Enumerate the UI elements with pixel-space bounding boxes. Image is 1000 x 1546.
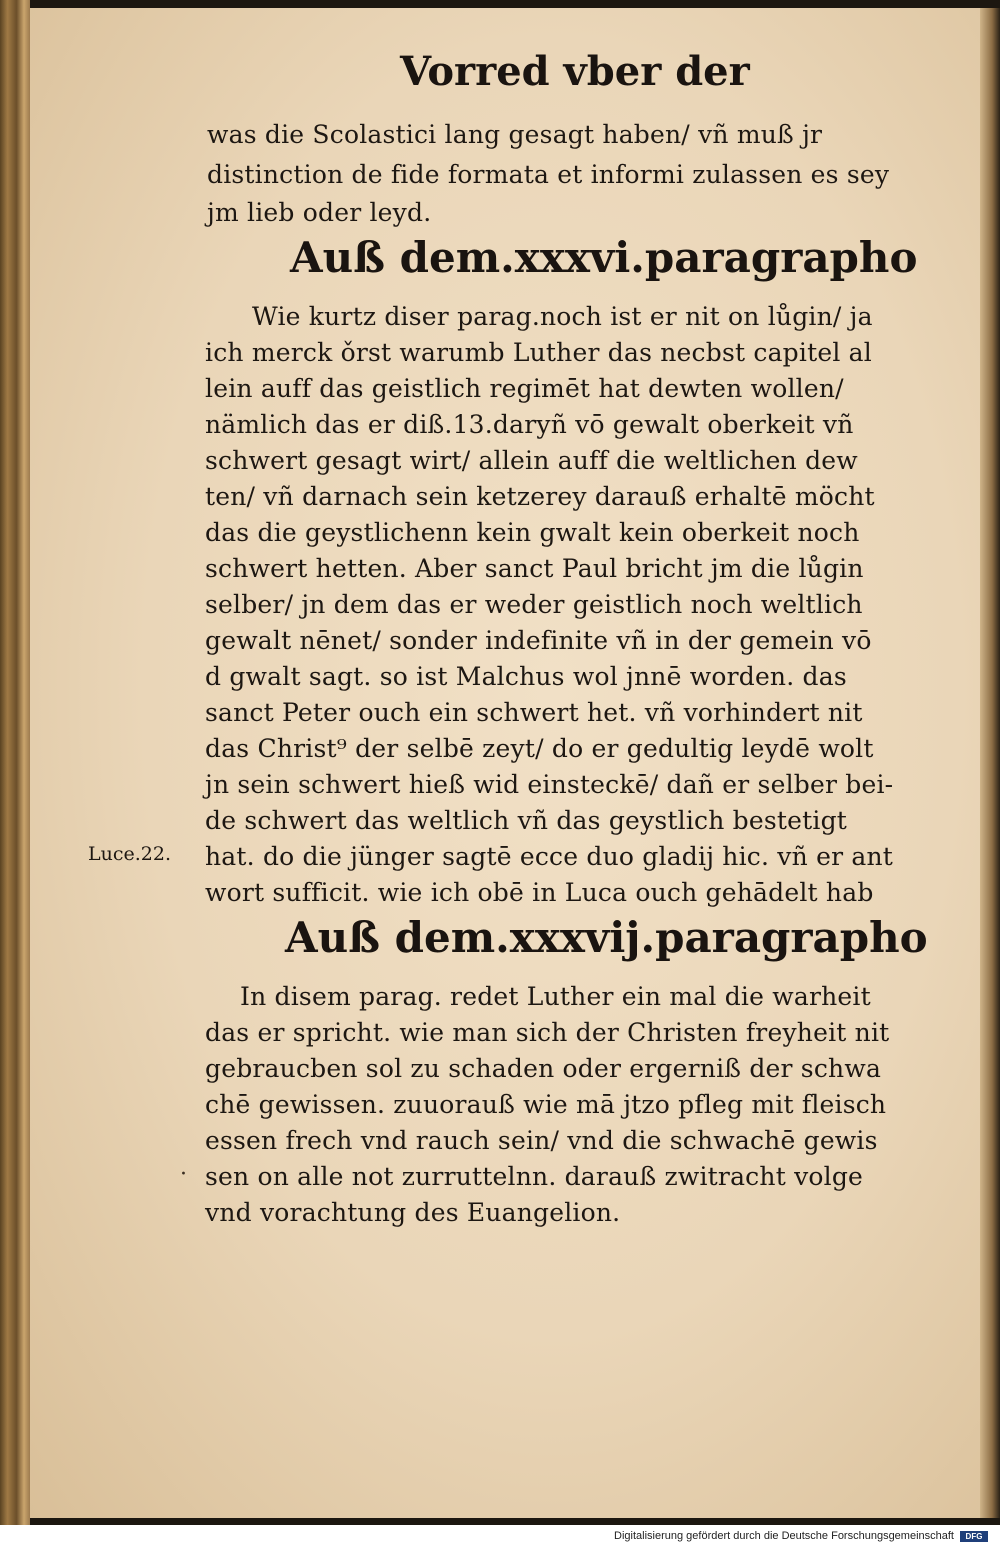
running-head: Vorred vber der	[400, 48, 750, 95]
section1-line: hat. do die jünger sagtē ecce duo gladij hic. vñ er ant	[205, 842, 894, 871]
section1-line: schwert hetten. Aber sanct Paul bricht jm die lůgin	[205, 554, 864, 583]
section2-line: sen on alle not zurruttelnn. darauß zwitracht volge	[205, 1162, 864, 1191]
dfg-logo-icon: DFG	[960, 1531, 988, 1542]
section2-line: vnd vorachtung des Euangelion.	[205, 1198, 621, 1227]
section1-line: selber/ jn dem das er weder geistlich noch weltlich	[205, 590, 863, 619]
section2-line: chē gewissen. zuuorauß wie mā jtzo pfleg mit fleisch	[205, 1090, 887, 1119]
section1-line: Wie kurtz diser parag.noch ist er nit on lůgin/ ja	[252, 302, 873, 331]
digitization-footer	[560, 1530, 994, 1544]
section-heading-37: Auß dem.xxxvij.paragrapho	[285, 913, 928, 962]
section1-line: ich merck ǒrst warumb Luther das necbst capitel al	[205, 338, 872, 367]
intro-line: was die Scolastici lang gesagt haben/ vñ muß jr	[207, 120, 823, 149]
section1-line: sanct Peter ouch ein schwert het. vñ vorhindert nit	[205, 698, 863, 727]
section1-line: das die geystlichenn kein gwalt kein oberkeit noch	[205, 518, 860, 547]
section2-line: gebraucben sol zu schaden oder ergerniß der schwa	[205, 1054, 882, 1083]
section1-line: lein auff das geistlich regimēt hat dewten wollen/	[205, 374, 844, 403]
section1-line: ten/ vñ darnach sein ketzerey darauß erhaltē möcht	[205, 482, 875, 511]
intro-line: jm lieb oder leyd.	[207, 198, 432, 227]
section1-line: wort sufficit. wie ich obē in Luca ouch gehādelt hab	[205, 878, 874, 907]
page-edge-shadow	[980, 8, 1000, 1518]
ink-mark: ·	[180, 1162, 187, 1187]
book-binding	[0, 0, 30, 1525]
section-heading-36: Auß dem.xxxvi.paragrapho	[290, 233, 918, 282]
funding-credit: Digitalisierung gefördert durch die Deutsche Forschungsgemeinschaft	[614, 1530, 954, 1542]
margin-note: Luce.22.	[88, 843, 171, 865]
section2-line: In disem parag. redet Luther ein mal die warheit	[240, 982, 871, 1011]
section1-line: gewalt nēnet/ sonder indefinite vñ in der gemein vō	[205, 626, 872, 655]
section2-line: das er spricht. wie man sich der Christen freyheit nit	[205, 1018, 890, 1047]
intro-line: distinction de fide formata et informi zulassen es sey	[207, 160, 890, 189]
section2-line: essen frech vnd rauch sein/ vnd die schwachē gewis	[205, 1126, 878, 1155]
section1-line: d gwalt sagt. so ist Malchus wol jnnē worden. das	[205, 662, 847, 691]
section1-line: schwert gesagt wirt/ allein auff die weltlichen dew	[205, 446, 858, 475]
section1-line: das Christ⁹ der selbē zeyt/ do er gedultig leydē wolt	[205, 734, 874, 763]
section1-line: nämlich das er diß.13.daryñ vō gewalt oberkeit vñ	[205, 410, 854, 439]
section1-line: jn sein schwert hieß wid einsteckē/ dañ er selber bei-	[205, 770, 894, 799]
section1-line: de schwert das weltlich vñ das geystlich bestetigt	[205, 806, 848, 835]
